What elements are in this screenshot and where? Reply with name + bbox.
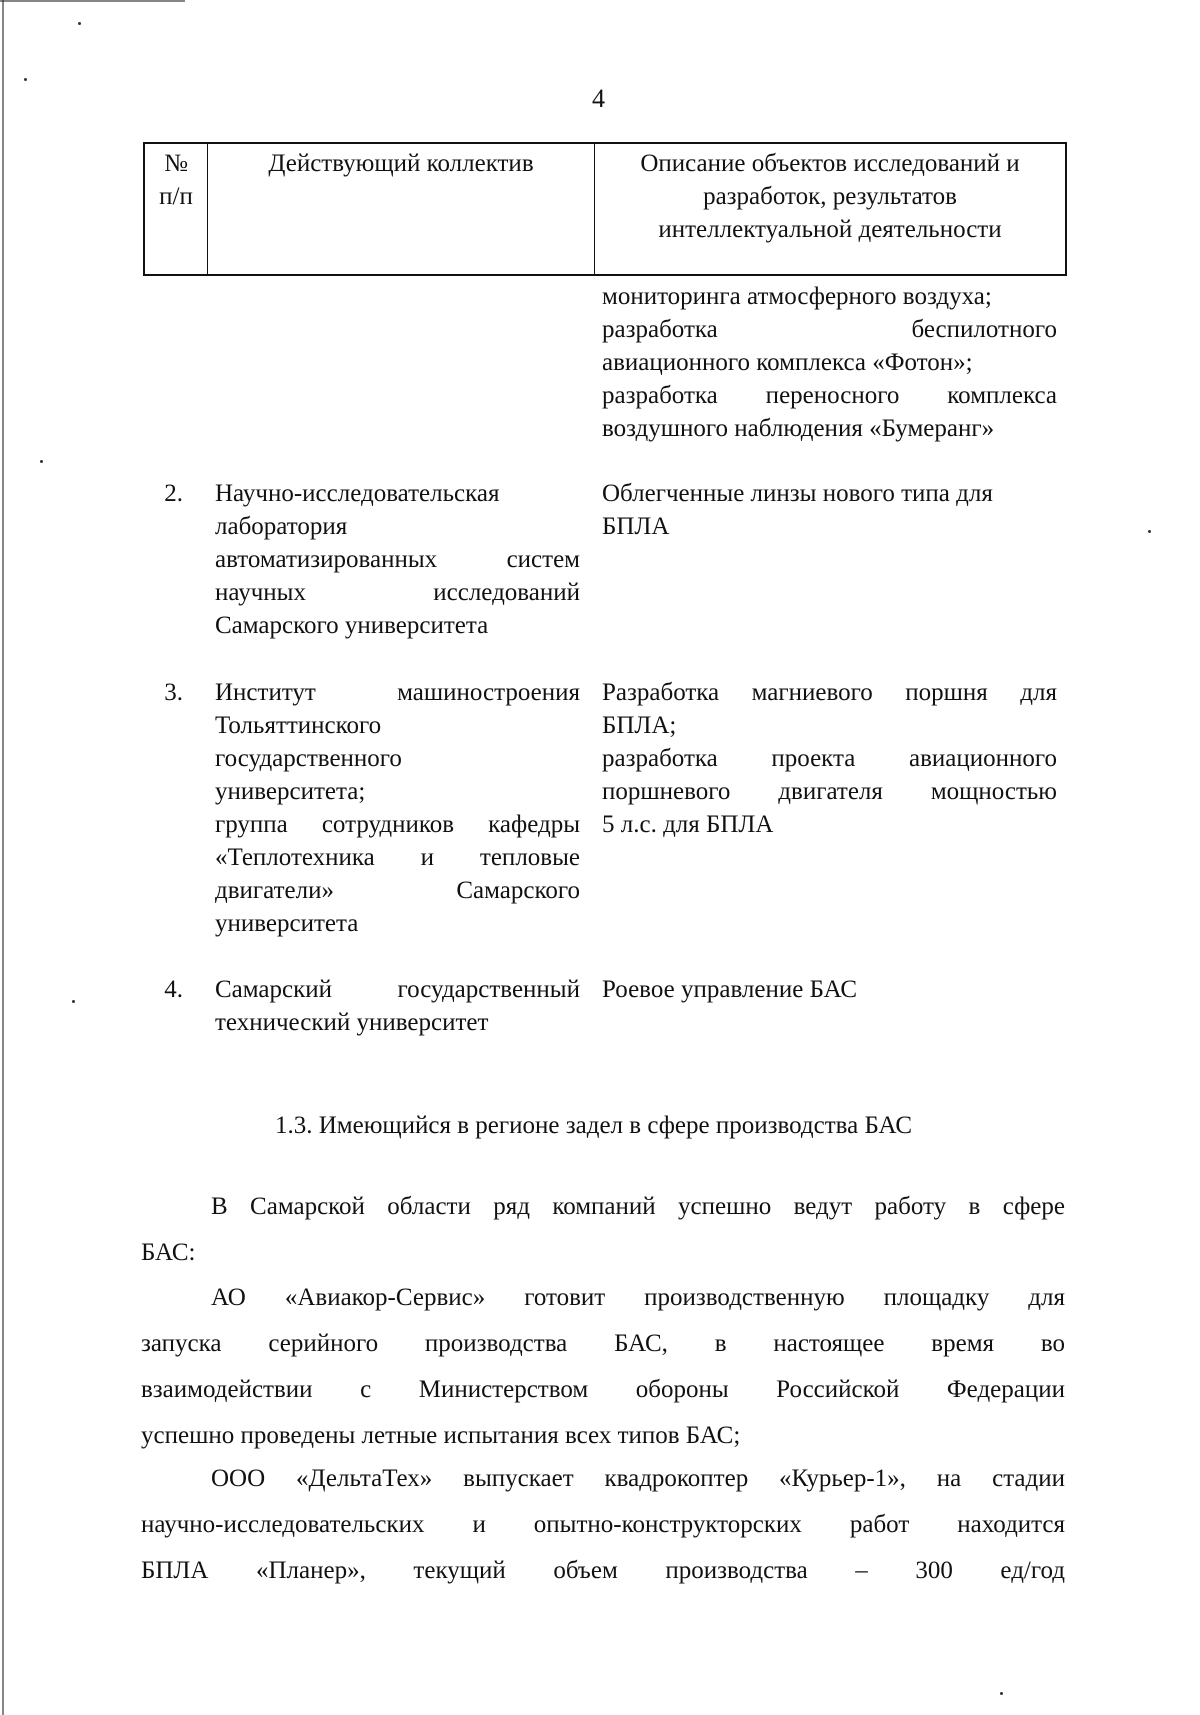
row1-desc-continuation: мониторинга атмосферного воздуха; разработка беспилотного авиационного комплекса «Фотон»; разработка переносного комплекса воздушного наблюдения «Бумеранг» [602,283,1057,442]
page-number: 4 [592,84,605,113]
scan-edge-left [2,0,4,1715]
row4-desc: Роевое управление БАС [602,976,858,1003]
scan-speck [78,22,81,25]
section-heading: 1.3. Имеющийся в регионе задел в сфере производства БАС [275,1112,912,1139]
scan-speck [40,460,43,463]
row4-team: Самарский государственный технический университет [215,976,580,1036]
row2-desc: Облегченные линзы нового типа для БПЛА [602,480,993,540]
row3-team: Институт машиностроения Тольяттинского государственного университета; группа сотрудников кафедры «Теплотехника и тепловые двигатели» Самарского университета [215,679,580,937]
header-team: Действующий коллектив [208,144,595,274]
header-desc: Описание объектов исследований и разработок, результатов интеллектуальной деятельности [640,150,1020,243]
scan-edge-top [0,0,185,2]
scan-speck [72,1000,75,1003]
paragraph-2: АО «Авиакор-Сервис» готовит производственную площадку для запуска серийного производства БАС, в настоящее время во взаимодействии с Министерством обороны Российской Федерации успешно проведены летные испытания всех типов БАС; [141,1284,1065,1449]
scan-speck [1000,1692,1003,1695]
table-header [143,142,1067,276]
row3-desc: Разработка магниевого поршня для БПЛА; разработка проекта авиационного поршневого двигателя мощностью 5 л.с. для БПЛА [602,679,1057,838]
row2-team: Научно-исследовательская лаборатория автоматизированных систем научных исследований Самарского университета [215,480,580,639]
row2-num: 2. [164,480,183,507]
scan-speck [24,78,27,81]
paragraph-3: ООО «ДельтаТех» выпускает квадрокоптер «Курьер-1», на стадии научно-исследовательских и опытно-конструкторских работ находится БПЛА «Планер», текущий объем производства – 300 ед/год [141,1465,1065,1584]
paragraph-1: В Самарской области ряд компаний успешно ведут работу в сфере БАС: [141,1193,1065,1266]
row4-num: 4. [164,976,183,1003]
scan-speck [1148,530,1151,533]
row3-num: 3. [164,679,183,706]
header-num: № п/п [145,144,208,274]
